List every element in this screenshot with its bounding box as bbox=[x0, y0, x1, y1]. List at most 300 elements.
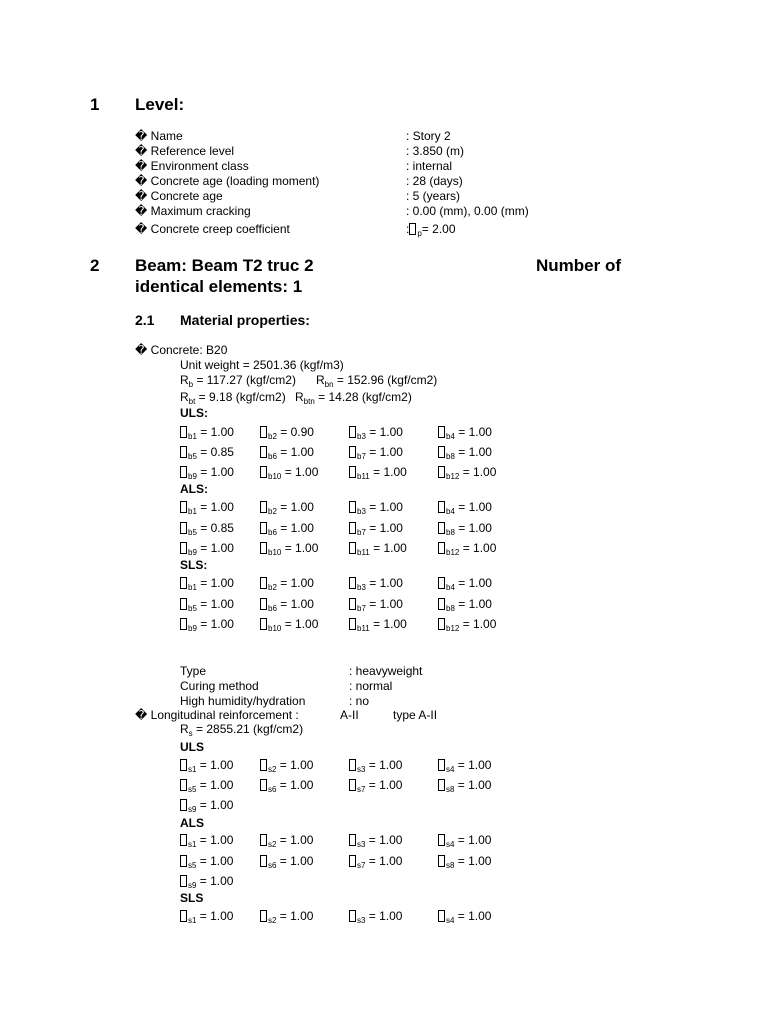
rbtn-symbol: R bbox=[295, 390, 304, 404]
gamma-symbol-icon bbox=[180, 577, 187, 589]
coefficient-cell bbox=[438, 445, 492, 459]
coefficient-group-title: ULS bbox=[180, 740, 204, 754]
bullet-glyph: � bbox=[135, 174, 148, 188]
coefficient-subscript: s9 bbox=[188, 805, 197, 814]
coefficient-cell bbox=[349, 854, 402, 868]
coefficient-subscript: b10 bbox=[268, 548, 282, 557]
coefficient-value: = 1.00 bbox=[281, 541, 319, 555]
coefficient-subscript: b2 bbox=[268, 507, 277, 516]
property-label-text: Concrete age (loading moment) bbox=[150, 174, 320, 188]
gamma-symbol-icon bbox=[260, 577, 267, 589]
coefficient-value: = 1.00 bbox=[365, 521, 403, 535]
bullet-glyph: � bbox=[135, 708, 148, 722]
coefficient-cell bbox=[349, 597, 403, 611]
coefficient-value: = 1.00 bbox=[196, 874, 234, 888]
gamma-symbol-icon bbox=[438, 542, 445, 554]
concrete-property-value: : normal bbox=[349, 679, 393, 693]
bullet-glyph: � bbox=[135, 189, 148, 203]
coefficient-subscript: s2 bbox=[268, 916, 277, 925]
coefficient-subscript: b2 bbox=[268, 583, 277, 592]
bullet-glyph: � bbox=[135, 204, 148, 218]
level-property-label bbox=[135, 129, 183, 143]
coefficient-value: = 1.00 bbox=[365, 445, 403, 459]
gamma-symbol-icon bbox=[260, 855, 267, 867]
coefficient-subscript: b1 bbox=[188, 583, 197, 592]
gamma-symbol-icon bbox=[260, 598, 267, 610]
coefficient-value: = 1.00 bbox=[276, 909, 314, 923]
coefficient-group-title: SLS bbox=[180, 891, 204, 905]
coefficient-cell bbox=[180, 425, 234, 439]
bullet-glyph: � bbox=[135, 144, 148, 158]
coefficient-cell bbox=[438, 758, 491, 772]
coefficient-value: = 1.00 bbox=[369, 617, 407, 631]
coefficient-subscript: s2 bbox=[268, 765, 277, 774]
property-label-text: Name bbox=[150, 129, 183, 143]
coefficient-value: = 1.00 bbox=[454, 778, 492, 792]
gamma-symbol-icon bbox=[260, 522, 267, 534]
coefficient-value: = 1.00 bbox=[454, 909, 492, 923]
coefficient-group-title: ALS: bbox=[180, 482, 208, 496]
coefficient-cell bbox=[260, 597, 314, 611]
coefficient-cell bbox=[180, 445, 234, 459]
coefficient-cell bbox=[180, 758, 233, 772]
gamma-symbol-icon bbox=[349, 466, 356, 478]
level-property-label bbox=[135, 204, 251, 218]
coefficient-cell bbox=[438, 833, 491, 847]
gamma-symbol-icon bbox=[180, 834, 187, 846]
gamma-symbol-icon bbox=[349, 501, 356, 513]
coefficient-subscript: b3 bbox=[357, 507, 366, 516]
coefficient-cell bbox=[260, 778, 313, 792]
rb-value: = 117.27 (kgf/cm2) bbox=[193, 373, 296, 387]
bullet-glyph: � bbox=[135, 159, 148, 173]
property-label-text: Environment class bbox=[150, 159, 249, 173]
coefficient-value: = 0.85 bbox=[196, 445, 234, 459]
gamma-symbol-icon bbox=[180, 501, 187, 513]
gamma-symbol-icon bbox=[180, 759, 187, 771]
gamma-symbol-icon bbox=[180, 542, 187, 554]
coefficient-cell bbox=[438, 576, 492, 590]
coefficient-value: = 1.00 bbox=[276, 445, 314, 459]
coefficient-subscript: b8 bbox=[446, 604, 455, 613]
coefficient-value: = 1.00 bbox=[454, 597, 492, 611]
coefficient-value: = 0.90 bbox=[276, 425, 314, 439]
level-property-value: : 5 (years) bbox=[406, 189, 461, 203]
gamma-symbol-icon bbox=[349, 779, 356, 791]
coefficient-cell bbox=[180, 874, 233, 888]
coefficient-subscript: s3 bbox=[357, 916, 366, 925]
coefficient-value: = 1.00 bbox=[459, 465, 497, 479]
coefficient-subscript: s6 bbox=[268, 861, 277, 870]
coefficient-value: = 1.00 bbox=[281, 465, 319, 479]
coefficient-subscript: b12 bbox=[446, 548, 460, 557]
gamma-symbol-icon bbox=[438, 501, 445, 513]
long-reinf-label: Longitudinal reinforcement : bbox=[150, 708, 299, 722]
gamma-symbol-icon bbox=[349, 446, 356, 458]
section-2-1-title: Material properties: bbox=[180, 312, 310, 328]
gamma-symbol-icon bbox=[260, 779, 267, 791]
level-property-label bbox=[135, 144, 234, 158]
creep-number: = 2.00 bbox=[421, 222, 456, 236]
coefficient-value: = 1.00 bbox=[196, 617, 234, 631]
coefficient-subscript: s7 bbox=[357, 861, 366, 870]
coefficient-subscript: b6 bbox=[268, 528, 277, 537]
coefficient-subscript: s1 bbox=[188, 840, 197, 849]
coefficient-cell bbox=[260, 541, 318, 555]
gamma-symbol-icon bbox=[349, 542, 356, 554]
rbt-value: = 9.18 (kgf/cm2) bbox=[195, 390, 286, 404]
coefficient-subscript: s5 bbox=[188, 785, 197, 794]
coefficient-cell bbox=[180, 541, 234, 555]
coefficient-subscript: b1 bbox=[188, 507, 197, 516]
coefficient-subscript: b10 bbox=[268, 624, 282, 633]
gamma-symbol-icon bbox=[349, 910, 356, 922]
bullet-glyph: � bbox=[135, 343, 148, 357]
coefficient-value: = 1.00 bbox=[196, 576, 234, 590]
coefficient-value: = 1.00 bbox=[196, 541, 234, 555]
coefficient-cell bbox=[438, 597, 492, 611]
gamma-symbol-icon bbox=[260, 446, 267, 458]
coefficient-subscript: s3 bbox=[357, 840, 366, 849]
coefficient-cell bbox=[438, 909, 491, 923]
coefficient-group-title: SLS: bbox=[180, 558, 208, 572]
concrete-row bbox=[135, 343, 227, 357]
coefficient-value: = 1.00 bbox=[365, 854, 403, 868]
gamma-symbol-icon bbox=[180, 799, 187, 811]
creep-value bbox=[406, 222, 456, 236]
gamma-symbol-icon bbox=[180, 779, 187, 791]
coefficient-cell bbox=[180, 597, 234, 611]
coefficient-subscript: s3 bbox=[357, 765, 366, 774]
coefficient-cell bbox=[260, 854, 313, 868]
coefficient-subscript: b11 bbox=[357, 548, 370, 557]
coefficient-group-title: ULS: bbox=[180, 406, 208, 420]
coefficient-cell bbox=[180, 576, 234, 590]
coefficient-cell bbox=[349, 465, 407, 479]
coefficient-cell bbox=[438, 465, 496, 479]
long-reinf-row bbox=[135, 708, 299, 722]
coefficient-cell bbox=[438, 854, 491, 868]
coefficient-cell bbox=[349, 758, 402, 772]
gamma-symbol-icon bbox=[438, 446, 445, 458]
coefficient-cell bbox=[349, 576, 403, 590]
coefficient-value: = 1.00 bbox=[196, 833, 234, 847]
concrete-property-label: Curing method bbox=[180, 679, 259, 693]
coefficient-value: = 1.00 bbox=[365, 758, 403, 772]
coefficient-cell bbox=[349, 778, 402, 792]
creep-label: Concrete creep coefficient bbox=[150, 222, 290, 236]
rbtn-line bbox=[295, 390, 412, 404]
rb-symbol: R bbox=[180, 373, 189, 387]
coefficient-value: = 1.00 bbox=[276, 833, 314, 847]
coefficient-value: = 1.00 bbox=[454, 445, 492, 459]
coefficient-value: = 1.00 bbox=[276, 758, 314, 772]
coefficient-value: = 0.85 bbox=[196, 521, 234, 535]
gamma-symbol-icon bbox=[438, 426, 445, 438]
coefficient-subscript: s4 bbox=[446, 840, 455, 849]
gamma-symbol-icon bbox=[260, 542, 267, 554]
coefficient-value: = 1.00 bbox=[196, 500, 234, 514]
coefficient-subscript: s7 bbox=[357, 785, 366, 794]
coefficient-subscript: b6 bbox=[268, 452, 277, 461]
coefficient-cell bbox=[180, 798, 233, 812]
level-property-label bbox=[135, 159, 249, 173]
coefficient-value: = 1.00 bbox=[196, 778, 234, 792]
coefficient-subscript: s8 bbox=[446, 861, 455, 870]
coefficient-cell bbox=[180, 465, 234, 479]
section-2-title-line2: identical elements: 1 bbox=[135, 277, 303, 296]
coefficient-subscript: b5 bbox=[188, 452, 197, 461]
gamma-symbol-icon bbox=[438, 855, 445, 867]
coefficient-cell bbox=[438, 778, 491, 792]
coefficient-value: = 1.00 bbox=[365, 833, 403, 847]
coefficient-subscript: b8 bbox=[446, 452, 455, 461]
coefficient-subscript: s6 bbox=[268, 785, 277, 794]
coefficient-value: = 1.00 bbox=[454, 833, 492, 847]
rbn-symbol: R bbox=[316, 373, 325, 387]
rbtn-subscript: btn bbox=[303, 397, 315, 406]
coefficient-cell bbox=[260, 425, 314, 439]
coefficient-value: = 1.00 bbox=[276, 521, 314, 535]
gamma-symbol-icon bbox=[349, 522, 356, 534]
coefficient-subscript: b12 bbox=[446, 624, 460, 633]
coefficient-cell bbox=[260, 617, 318, 631]
coefficient-cell bbox=[438, 425, 492, 439]
rb-subscript: b bbox=[188, 380, 194, 389]
coefficient-subscript: s9 bbox=[188, 881, 197, 890]
level-property-label bbox=[135, 189, 223, 203]
coefficient-cell bbox=[349, 617, 407, 631]
gamma-symbol-icon bbox=[260, 501, 267, 513]
rbt-symbol: R bbox=[180, 390, 189, 404]
rs-subscript: s bbox=[188, 729, 193, 738]
coefficient-value: = 1.00 bbox=[454, 521, 492, 535]
coefficient-subscript: s1 bbox=[188, 765, 197, 774]
coefficient-subscript: b7 bbox=[357, 452, 366, 461]
coefficient-cell bbox=[349, 425, 403, 439]
gamma-symbol-icon bbox=[260, 426, 267, 438]
coefficient-cell bbox=[180, 521, 234, 535]
coefficient-subscript: b5 bbox=[188, 528, 197, 537]
coefficient-cell bbox=[260, 909, 313, 923]
gamma-symbol-icon bbox=[438, 598, 445, 610]
coefficient-subscript: b6 bbox=[268, 604, 277, 613]
coefficient-subscript: b4 bbox=[446, 583, 455, 592]
concrete-property-label: Type bbox=[180, 664, 207, 678]
unit-weight: Unit weight = 2501.36 (kgf/m3) bbox=[180, 358, 344, 372]
coefficient-subscript: b7 bbox=[357, 604, 366, 613]
coefficient-value: = 1.00 bbox=[281, 617, 319, 631]
coefficient-value: = 1.00 bbox=[276, 576, 314, 590]
gamma-symbol-icon bbox=[180, 910, 187, 922]
coefficient-subscript: b5 bbox=[188, 604, 197, 613]
gamma-symbol-icon bbox=[438, 759, 445, 771]
gamma-symbol-icon bbox=[438, 910, 445, 922]
creep-prefix: : bbox=[406, 222, 410, 236]
section-2-1-number: 2.1 bbox=[135, 312, 155, 328]
gamma-symbol-icon bbox=[438, 466, 445, 478]
property-label-text: Maximum cracking bbox=[150, 204, 251, 218]
coefficient-cell bbox=[180, 854, 233, 868]
coefficient-cell bbox=[180, 617, 234, 631]
coefficient-cell bbox=[438, 500, 492, 514]
coefficient-cell bbox=[438, 541, 496, 555]
gamma-symbol-icon bbox=[438, 577, 445, 589]
coefficient-subscript: b11 bbox=[357, 472, 370, 481]
coefficient-subscript: s5 bbox=[188, 861, 197, 870]
level-property-value: : internal bbox=[406, 159, 453, 173]
rs-value: = 2855.21 (kgf/cm2) bbox=[192, 722, 304, 736]
coefficient-cell bbox=[349, 500, 403, 514]
coefficient-subscript: b4 bbox=[446, 432, 455, 441]
coefficient-value: = 1.00 bbox=[454, 576, 492, 590]
gamma-symbol-icon bbox=[438, 522, 445, 534]
coefficient-cell bbox=[349, 445, 403, 459]
gamma-symbol-icon bbox=[349, 834, 356, 846]
level-property-value: : 0.00 (mm), 0.00 (mm) bbox=[406, 204, 529, 218]
coefficient-subscript: b3 bbox=[357, 583, 366, 592]
coefficient-subscript: b4 bbox=[446, 507, 455, 516]
bullet-glyph: � bbox=[135, 222, 148, 236]
property-label-text: Reference level bbox=[150, 144, 235, 158]
bullet-glyph: � bbox=[135, 129, 148, 143]
gamma-symbol-icon bbox=[260, 910, 267, 922]
coefficient-value: = 1.00 bbox=[454, 500, 492, 514]
rbn-line bbox=[316, 373, 437, 387]
coefficient-value: = 1.00 bbox=[276, 500, 314, 514]
coefficient-cell bbox=[349, 909, 402, 923]
coefficient-cell bbox=[180, 833, 233, 847]
coefficient-cell bbox=[180, 500, 234, 514]
gamma-symbol-icon bbox=[349, 577, 356, 589]
coefficient-value: = 1.00 bbox=[459, 541, 497, 555]
gamma-symbol-icon bbox=[438, 618, 445, 630]
coefficient-cell bbox=[260, 465, 318, 479]
section-1-title: Level: bbox=[135, 95, 185, 114]
coefficient-cell bbox=[260, 500, 314, 514]
gamma-symbol-icon bbox=[260, 618, 267, 630]
coefficient-subscript: s1 bbox=[188, 916, 197, 925]
concrete-property-label: High humidity/hydration bbox=[180, 694, 306, 708]
level-property-label bbox=[135, 174, 319, 188]
coefficient-subscript: b8 bbox=[446, 528, 455, 537]
level-property-value: : 3.850 (m) bbox=[406, 144, 465, 158]
coefficient-value: = 1.00 bbox=[276, 597, 314, 611]
rbt-subscript: bt bbox=[188, 397, 196, 406]
rbtn-value: = 14.28 (kgf/cm2) bbox=[314, 390, 412, 404]
coefficient-cell bbox=[180, 909, 233, 923]
section-1-number: 1 bbox=[90, 95, 100, 114]
coefficient-value: = 1.00 bbox=[196, 798, 234, 812]
coefficient-cell bbox=[349, 833, 402, 847]
coefficient-subscript: b2 bbox=[268, 432, 277, 441]
coefficient-subscript: s4 bbox=[446, 765, 455, 774]
rbt-line bbox=[180, 390, 286, 404]
coefficient-value: = 1.00 bbox=[196, 425, 234, 439]
phi-symbol-icon bbox=[409, 223, 416, 235]
coefficient-subscript: b1 bbox=[188, 432, 197, 441]
concrete-property-value: : heavyweight bbox=[349, 664, 423, 678]
coefficient-cell bbox=[260, 445, 314, 459]
property-label-text: Concrete age bbox=[150, 189, 223, 203]
coefficient-subscript: b12 bbox=[446, 472, 460, 481]
gamma-symbol-icon bbox=[349, 598, 356, 610]
coefficient-cell bbox=[260, 576, 314, 590]
rbn-value: = 152.96 (kgf/cm2) bbox=[333, 373, 438, 387]
gamma-symbol-icon bbox=[180, 855, 187, 867]
concrete-label: Concrete: B20 bbox=[150, 343, 228, 357]
coefficient-subscript: b11 bbox=[357, 624, 370, 633]
gamma-symbol-icon bbox=[438, 779, 445, 791]
coefficient-value: = 1.00 bbox=[365, 500, 403, 514]
gamma-symbol-icon bbox=[349, 759, 356, 771]
coefficient-cell bbox=[260, 833, 313, 847]
coefficient-value: = 1.00 bbox=[196, 854, 234, 868]
gamma-symbol-icon bbox=[180, 466, 187, 478]
coefficient-cell bbox=[260, 521, 314, 535]
coefficient-subscript: b9 bbox=[188, 548, 197, 557]
long-reinf-grade: A-II bbox=[340, 708, 359, 722]
coefficient-cell bbox=[438, 521, 492, 535]
coefficient-cell bbox=[260, 758, 313, 772]
gamma-symbol-icon bbox=[180, 875, 187, 887]
coefficient-cell bbox=[438, 617, 496, 631]
coefficient-value: = 1.00 bbox=[454, 758, 492, 772]
coefficient-subscript: b9 bbox=[188, 624, 197, 633]
section-2-number: 2 bbox=[90, 256, 100, 275]
gamma-symbol-icon bbox=[349, 618, 356, 630]
coefficient-subscript: b10 bbox=[268, 472, 282, 481]
coefficient-subscript: b3 bbox=[357, 432, 366, 441]
section-2-title-right: Number of bbox=[536, 256, 621, 275]
coefficient-group-title: ALS bbox=[180, 816, 204, 830]
gamma-symbol-icon bbox=[180, 522, 187, 534]
rbn-subscript: bn bbox=[324, 380, 334, 389]
level-property-value: : Story 2 bbox=[406, 129, 451, 143]
coefficient-value: = 1.00 bbox=[369, 541, 407, 555]
coefficient-cell bbox=[349, 521, 403, 535]
concrete-property-value: : no bbox=[349, 694, 370, 708]
gamma-symbol-icon bbox=[180, 618, 187, 630]
rs-symbol: R bbox=[180, 722, 189, 736]
rs-line bbox=[180, 722, 303, 736]
coefficient-value: = 1.00 bbox=[454, 425, 492, 439]
coefficient-value: = 1.00 bbox=[196, 758, 234, 772]
coefficient-value: = 1.00 bbox=[454, 854, 492, 868]
gamma-symbol-icon bbox=[260, 759, 267, 771]
gamma-symbol-icon bbox=[349, 426, 356, 438]
coefficient-cell bbox=[349, 541, 407, 555]
coefficient-subscript: s4 bbox=[446, 916, 455, 925]
coefficient-value: = 1.00 bbox=[365, 597, 403, 611]
coefficient-value: = 1.00 bbox=[365, 425, 403, 439]
coefficient-subscript: s2 bbox=[268, 840, 277, 849]
coefficient-value: = 1.00 bbox=[365, 576, 403, 590]
coefficient-value: = 1.00 bbox=[276, 854, 314, 868]
gamma-symbol-icon bbox=[260, 834, 267, 846]
level-property-value: : 28 (days) bbox=[406, 174, 463, 188]
coefficient-value: = 1.00 bbox=[365, 909, 403, 923]
rb-line bbox=[180, 373, 296, 387]
creep-row bbox=[135, 222, 290, 236]
gamma-symbol-icon bbox=[349, 855, 356, 867]
coefficient-subscript: b9 bbox=[188, 472, 197, 481]
long-reinf-type: type A-II bbox=[393, 708, 438, 722]
gamma-symbol-icon bbox=[438, 834, 445, 846]
gamma-symbol-icon bbox=[180, 446, 187, 458]
coefficient-value: = 1.00 bbox=[196, 909, 234, 923]
gamma-symbol-icon bbox=[180, 598, 187, 610]
